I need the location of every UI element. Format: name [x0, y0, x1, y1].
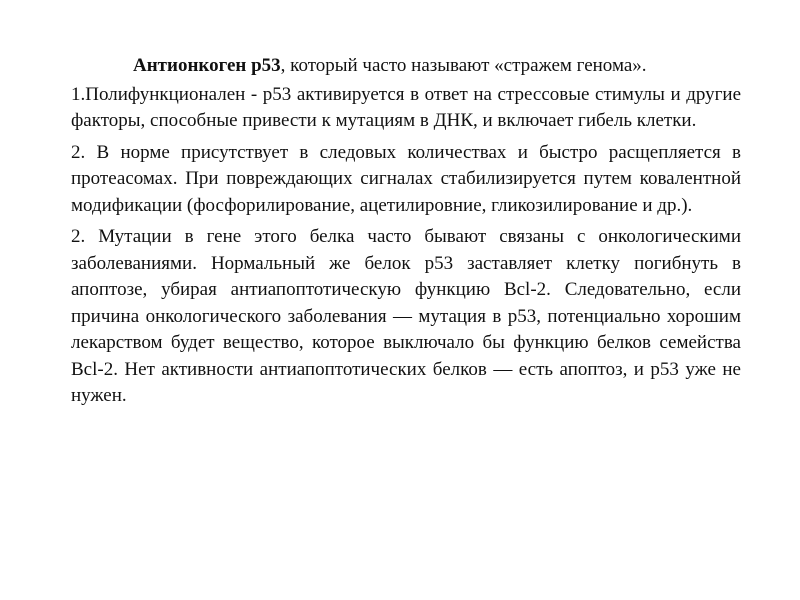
paragraph-3: 2. Мутации в гене этого белка часто бывают связаны с онкологическими заболеваниями. Нормальный же белок р53 заставляет клетку погибнуть в апоптозе, убирая антиапоптотическую функцию Bcl-2. Следовательно, если причина онкологического заболевания — мутация в р53, потенциально хорошим лекарством будет вещество, которое выключало бы функцию белков семейства Bcl-2. Нет активности антиапоптотических белков — есть апоптоз, и р53 уже не нужен.	[71, 226, 741, 406]
slide-title	[71, 53, 741, 80]
title-bold: Антионкоген р53	[133, 55, 281, 76]
paragraph-2: 2. В норме присутствует в следовых количествах и быстро расщепляется в протеасомах. При повреждающих сигналах стабилизируется путем ковалентной модификации (фосфорилирование, ацетилировние, гликозилирование и др.).	[71, 141, 741, 216]
slide-text	[71, 53, 741, 415]
paragraph-1: 1.Полифункционален - р53 активируется в ответ на стрессовые стимулы и другие факторы, способные привести к мутациям в ДНК, и включает гибель клетки.	[71, 83, 741, 131]
title-rest: , который часто называют «стражем генома».	[280, 55, 647, 76]
